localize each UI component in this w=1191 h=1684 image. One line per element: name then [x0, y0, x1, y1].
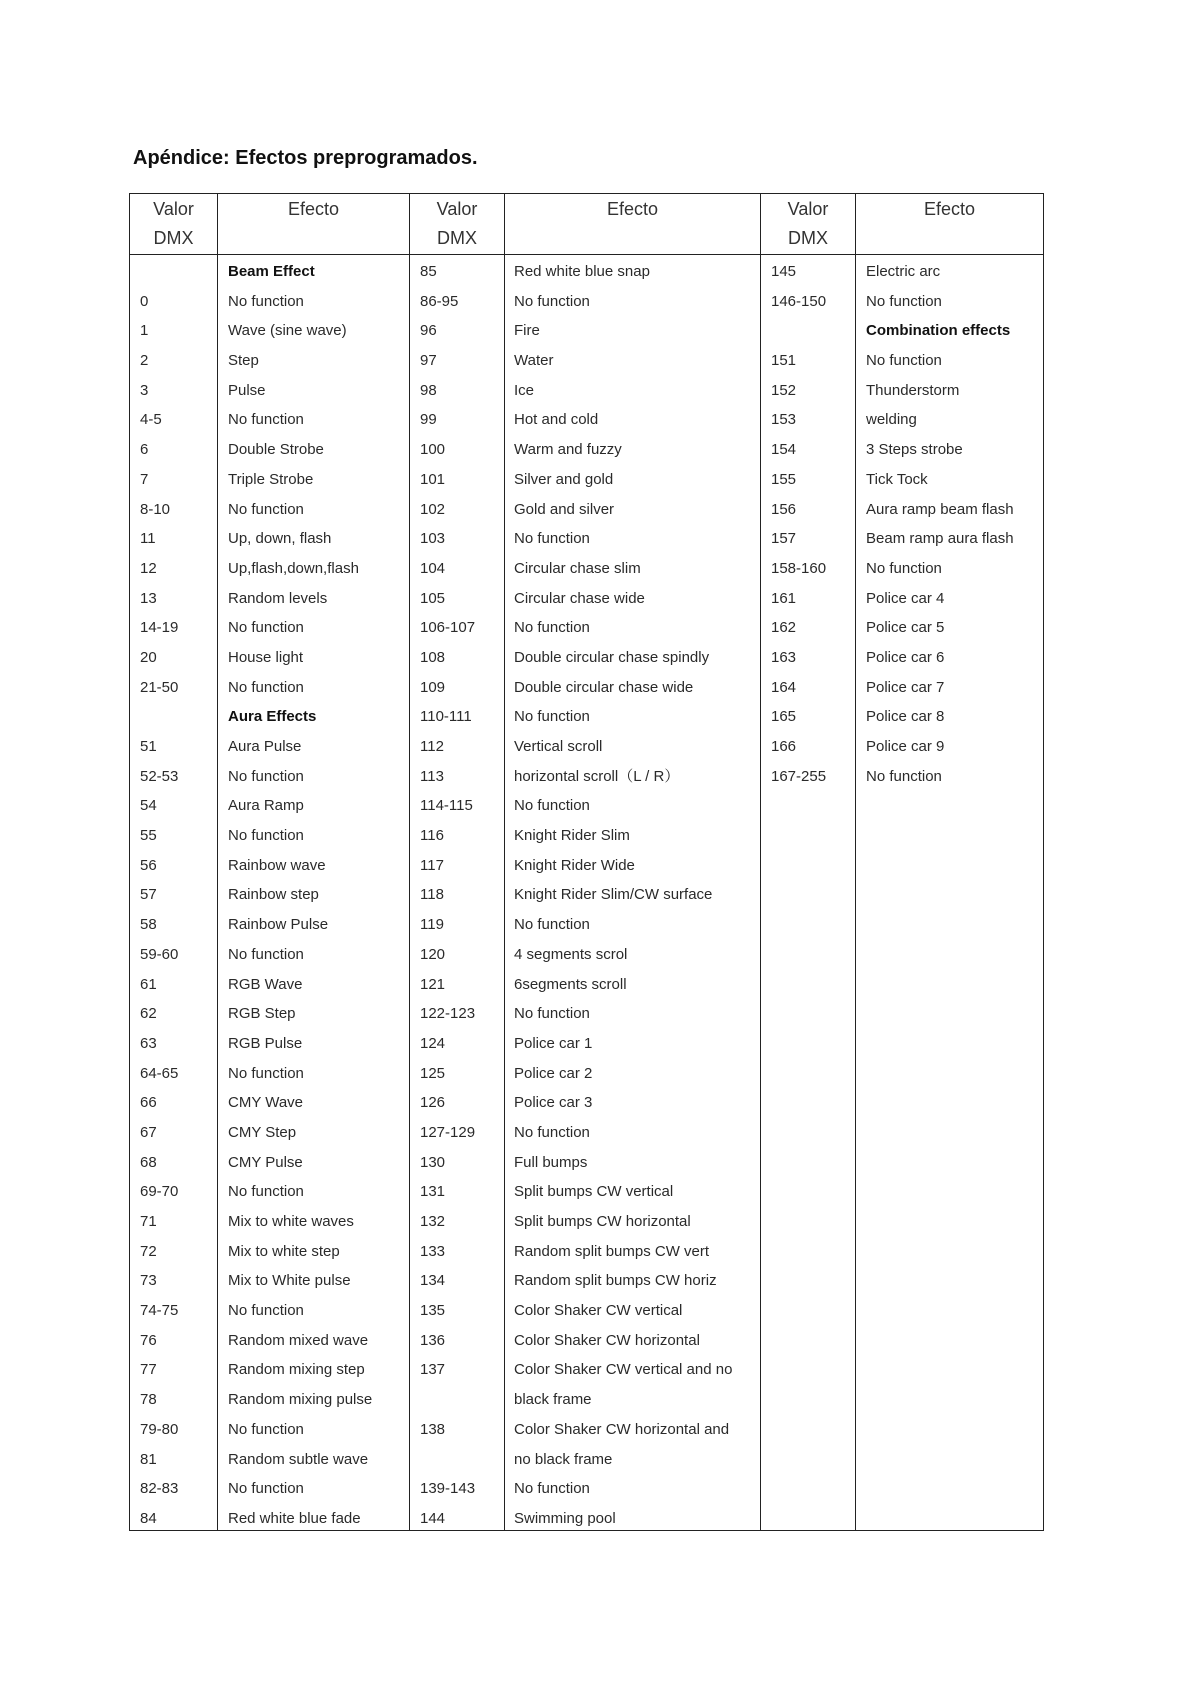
- effect-name-cell: Random mixing step: [228, 1361, 365, 1379]
- effect-name-cell: Random split bumps CW horiz: [514, 1272, 717, 1290]
- dmx-value-cell: 1: [140, 322, 149, 340]
- effect-name-cell: Ice: [514, 381, 535, 399]
- effect-name-cell: Swimming pool: [514, 1509, 616, 1527]
- dmx-value-cell: 155: [771, 470, 797, 488]
- effect-name-cell: welding: [866, 411, 917, 429]
- effect-name-cell: No function: [228, 945, 304, 963]
- effect-name-cell: Knight Rider Wide: [514, 856, 635, 874]
- header-valor: Valor: [436, 199, 478, 219]
- effect-name-cell: Color Shaker CW horizontal and: [514, 1420, 730, 1438]
- effect-name-cell: 3 Steps strobe: [866, 441, 963, 459]
- effect-name-cell: Red white blue snap: [514, 263, 650, 280]
- effect-name-cell: Gold and silver: [514, 500, 615, 518]
- effect-name-cell: Police car 2: [514, 1064, 593, 1082]
- dmx-value-cell: 144: [420, 1509, 446, 1527]
- effect-name-cell: Random subtle wave: [228, 1450, 369, 1468]
- effect-name-cell: No function: [514, 1480, 590, 1498]
- dmx-value-cell: 136: [420, 1331, 446, 1349]
- effect-name-cell: Tick Tock: [866, 470, 928, 488]
- effect-name-cell: Aura ramp beam flash: [866, 500, 1014, 518]
- effect-name-cell: 4 segments scrol: [514, 945, 628, 963]
- col2-effects: [514, 257, 758, 1534]
- effect-name-cell: Thunderstorm: [866, 381, 960, 399]
- dmx-value-cell: 166: [771, 738, 797, 755]
- effect-name-cell: No function: [228, 1064, 304, 1082]
- effect-name-cell: No function: [228, 1302, 304, 1320]
- dmx-value-cell: 139-143: [420, 1480, 476, 1498]
- effect-name-cell: Police car 4: [866, 589, 945, 607]
- effect-name-cell: No function: [228, 1183, 304, 1201]
- header-efecto-3: [856, 195, 1043, 253]
- effect-name-cell: No function: [228, 292, 304, 310]
- effect-name-cell: Color Shaker CW horizontal: [514, 1331, 700, 1349]
- dmx-value-cell: 13: [140, 589, 157, 607]
- dmx-value-cell: 86-95: [420, 292, 459, 310]
- effect-name-cell: Rainbow wave: [228, 856, 326, 874]
- dmx-value-cell: 101: [420, 470, 446, 488]
- dmx-value-cell: 66: [140, 1094, 157, 1112]
- dmx-value-cell: 104: [420, 559, 446, 577]
- effect-name-cell: Mix to white waves: [228, 1213, 354, 1230]
- effect-name-cell: Color Shaker CW vertical and no: [514, 1361, 733, 1379]
- dmx-value-cell: 122-123: [420, 1005, 476, 1023]
- effect-name-cell: RGB Pulse: [228, 1034, 303, 1052]
- dmx-value-cell: 55: [140, 827, 157, 845]
- dmx-value-cell: 134: [420, 1272, 446, 1290]
- dmx-value-cell: 167-255: [771, 767, 827, 785]
- dmx-value-cell: 7: [140, 470, 149, 488]
- dmx-value-cell: 163: [771, 648, 797, 666]
- dmx-value-cell: 112: [420, 738, 444, 755]
- col1-values: [140, 257, 214, 1534]
- effect-name-cell: Police car 8: [866, 708, 945, 726]
- effect-name-cell: Police car 7: [866, 678, 945, 696]
- dmx-value-cell: 133: [420, 1242, 446, 1260]
- dmx-value-cell: 58: [140, 916, 157, 934]
- effect-name-cell: No function: [514, 619, 590, 637]
- dmx-value-cell: 82-83: [140, 1480, 179, 1498]
- effect-name-cell: No function: [866, 559, 942, 577]
- dmx-value-cell: 158-160: [771, 559, 827, 577]
- effect-name-cell: No function: [228, 827, 304, 845]
- dmx-value-cell: 157: [771, 530, 797, 548]
- dmx-value-cell: 108: [420, 648, 446, 666]
- dmx-value-cell: 127-129: [420, 1123, 476, 1141]
- dmx-value-cell: 97: [420, 352, 437, 370]
- dmx-value-cell: 126: [420, 1094, 446, 1112]
- dmx-value-cell: 121: [420, 975, 446, 993]
- dmx-value-cell: 81: [140, 1450, 157, 1468]
- dmx-value-cell: 119: [420, 916, 444, 934]
- effect-name-cell: No function: [228, 1420, 304, 1438]
- dmx-value-cell: 73: [140, 1272, 157, 1290]
- header-valor-dmx-3: [761, 195, 855, 253]
- effect-name-cell: Split bumps CW horizontal: [514, 1213, 691, 1230]
- header-valor-dmx-2: [410, 195, 504, 253]
- dmx-value-cell: 102: [420, 500, 446, 518]
- dmx-value-cell: 6: [140, 441, 149, 459]
- dmx-value-cell: 110-111: [420, 708, 472, 726]
- dmx-value-cell: 78: [140, 1391, 157, 1409]
- effect-name-cell: no black frame: [514, 1450, 613, 1468]
- effect-name-cell: Vertical scroll: [514, 738, 603, 755]
- effect-name-cell: Random mixing pulse: [228, 1391, 373, 1409]
- effect-name-cell: Pulse: [228, 381, 266, 399]
- effect-name-cell: No function: [514, 292, 590, 310]
- dmx-value-cell: [420, 1445, 502, 1475]
- effect-name-cell: Aura Effects: [228, 708, 317, 726]
- dmx-value-cell: 162: [771, 619, 797, 637]
- header-dmx: DMX: [153, 228, 194, 248]
- dmx-value-cell: 54: [140, 797, 157, 815]
- dmx-value-cell: 156: [771, 500, 797, 518]
- dmx-value-cell: 153: [771, 411, 797, 429]
- dmx-value-cell: 61: [140, 975, 157, 993]
- header-efecto: Efecto: [923, 199, 976, 219]
- effect-name-cell: No function: [514, 708, 590, 726]
- effect-name-cell: House light: [228, 648, 304, 666]
- effect-name-cell: No function: [514, 916, 590, 934]
- dmx-value-cell: 118: [420, 886, 444, 904]
- dmx-value-cell: 64-65: [140, 1064, 179, 1082]
- effect-name-cell: Electric arc: [866, 263, 941, 280]
- effect-name-cell: Water: [514, 352, 554, 370]
- dmx-value-cell: 130: [420, 1153, 446, 1171]
- effect-name-cell: Mix to white step: [228, 1242, 340, 1260]
- effect-name-cell: Up, down, flash: [228, 530, 332, 548]
- dmx-value-cell: 100: [420, 441, 446, 459]
- header-dmx: DMX: [788, 228, 828, 248]
- effect-name-cell: No function: [228, 411, 304, 429]
- dmx-value-cell: 59-60: [140, 945, 179, 963]
- effect-name-cell: Knight Rider Slim: [514, 827, 630, 845]
- dmx-value-cell: 124: [420, 1034, 446, 1052]
- dmx-value-cell: 3: [140, 381, 149, 399]
- dmx-value-cell: [140, 257, 214, 287]
- effect-name-cell: No function: [514, 1123, 590, 1141]
- dmx-value-cell: 21-50: [140, 678, 179, 696]
- dmx-value-cell: 164: [771, 678, 797, 696]
- column-divider: [217, 193, 218, 1531]
- effect-name-cell: Rainbow step: [228, 886, 319, 904]
- effect-name-cell: No function: [866, 292, 942, 310]
- dmx-value-cell: 57: [140, 886, 157, 904]
- effect-name-cell: Double circular chase wide: [514, 678, 694, 696]
- effect-name-cell: Police car 3: [514, 1094, 593, 1112]
- dmx-value-cell: 68: [140, 1153, 157, 1171]
- effect-name-cell: Fire: [514, 322, 540, 340]
- dmx-value-cell: 132: [420, 1213, 446, 1230]
- effect-name-cell: CMY Pulse: [228, 1153, 303, 1171]
- dmx-value-cell: 131: [420, 1183, 446, 1201]
- header-efecto: Efecto: [606, 199, 659, 219]
- effect-name-cell: Warm and fuzzy: [514, 441, 622, 459]
- dmx-value-cell: 2: [140, 352, 149, 370]
- effect-name-cell: Silver and gold: [514, 470, 614, 488]
- header-efecto-2: [505, 195, 760, 253]
- effect-name-cell: Mix to White pulse: [228, 1272, 351, 1290]
- effect-name-cell: No function: [866, 767, 942, 785]
- dmx-value-cell: 14-19: [140, 619, 179, 637]
- dmx-value-cell: 138: [420, 1420, 446, 1438]
- dmx-value-cell: 74-75: [140, 1302, 179, 1320]
- effect-name-cell: No function: [866, 352, 942, 370]
- dmx-value-cell: 125: [420, 1064, 446, 1082]
- dmx-value-cell: [771, 316, 853, 346]
- dmx-value-cell: 113: [420, 767, 444, 785]
- dmx-value-cell: 67: [140, 1123, 157, 1141]
- dmx-value-cell: 120: [420, 945, 446, 963]
- dmx-value-cell: 146-150: [771, 292, 827, 310]
- col3-effects: [866, 257, 1041, 791]
- dmx-value-cell: 109: [420, 678, 446, 696]
- page-title: Apéndice: Efectos preprogramados.: [133, 147, 478, 169]
- effect-name-cell: Full bumps: [514, 1153, 588, 1171]
- effect-name-cell: Police car 9: [866, 738, 945, 755]
- effect-name-cell: No function: [228, 767, 304, 785]
- header-efecto-1: [218, 195, 409, 253]
- dmx-value-cell: 154: [771, 441, 797, 459]
- dmx-value-cell: 114-115: [420, 797, 473, 815]
- effect-name-cell: Police car 6: [866, 648, 945, 666]
- header-valor: Valor: [787, 199, 829, 219]
- effect-name-cell: Aura Pulse: [228, 738, 302, 755]
- effect-name-cell: No function: [228, 500, 304, 518]
- effect-name-cell: Police car 5: [866, 619, 945, 637]
- effect-name-cell: Wave (sine wave): [228, 322, 347, 340]
- effect-name-cell: No function: [228, 619, 304, 637]
- dmx-value-cell: 77: [140, 1361, 157, 1379]
- dmx-value-cell: 117: [420, 856, 444, 874]
- effect-name-cell: CMY Wave: [228, 1094, 304, 1112]
- effect-name-cell: Red white blue fade: [228, 1509, 361, 1527]
- dmx-value-cell: 72: [140, 1242, 157, 1260]
- effect-name-cell: Step: [228, 352, 259, 370]
- effect-name-cell: Random levels: [228, 589, 328, 607]
- dmx-value-cell: 12: [140, 559, 157, 577]
- column-divider: [504, 193, 505, 1531]
- dmx-value-cell: 137: [420, 1361, 446, 1379]
- dmx-value-cell: 69-70: [140, 1183, 179, 1201]
- effect-name-cell: Random mixed wave: [228, 1331, 369, 1349]
- effect-name-cell: horizontal scroll（L / R）: [514, 767, 680, 785]
- dmx-value-cell: 145: [771, 263, 797, 280]
- header-dmx: DMX: [437, 228, 477, 248]
- dmx-value-cell: 151: [771, 352, 797, 370]
- effect-name-cell: Aura Ramp: [228, 797, 304, 815]
- effect-name-cell: Beam ramp aura flash: [866, 530, 1014, 548]
- column-divider: [409, 193, 410, 1531]
- col2-values: [420, 257, 502, 1534]
- column-divider: [760, 193, 761, 1531]
- dmx-value-cell: [420, 1385, 502, 1415]
- dmx-value-cell: 62: [140, 1005, 157, 1023]
- effect-name-cell: No function: [514, 797, 590, 815]
- dmx-value-cell: 116: [420, 827, 444, 845]
- header-efecto: Efecto: [287, 199, 340, 219]
- effect-name-cell: CMY Step: [228, 1123, 297, 1141]
- header-valor-dmx-1: [130, 195, 217, 253]
- effect-name-cell: RGB Step: [228, 1005, 296, 1023]
- effect-name-cell: Double circular chase spindly: [514, 648, 710, 666]
- dmx-value-cell: 0: [140, 292, 149, 310]
- dmx-value-cell: 84: [140, 1509, 157, 1527]
- dmx-value-cell: 11: [140, 530, 156, 548]
- dmx-value-cell: 76: [140, 1331, 157, 1349]
- effect-name-cell: Circular chase wide: [514, 589, 645, 607]
- dmx-value-cell: 8-10: [140, 500, 171, 518]
- col3-values: [771, 257, 853, 791]
- dmx-value-cell: 152: [771, 381, 797, 399]
- effect-name-cell: Knight Rider Slim/CW surface: [514, 886, 713, 904]
- dmx-value-cell: 71: [140, 1213, 157, 1230]
- dmx-value-cell: 106-107: [420, 619, 476, 637]
- effect-name-cell: Police car 1: [514, 1034, 593, 1052]
- effect-name-cell: Double Strobe: [228, 441, 324, 459]
- dmx-value-cell: 135: [420, 1302, 446, 1320]
- dmx-value-cell: 20: [140, 648, 157, 666]
- dmx-value-cell: 85: [420, 263, 437, 280]
- effect-name-cell: No function: [228, 1480, 304, 1498]
- effect-name-cell: Beam Effect: [228, 263, 315, 280]
- dmx-value-cell: 103: [420, 530, 446, 548]
- dmx-value-cell: 51: [140, 738, 157, 755]
- dmx-value-cell: 52-53: [140, 767, 179, 785]
- header-valor: Valor: [153, 199, 194, 219]
- effect-name-cell: black frame: [514, 1391, 592, 1409]
- column-divider: [855, 193, 856, 1531]
- dmx-value-cell: 96: [420, 322, 437, 340]
- effect-name-cell: No function: [514, 1005, 590, 1023]
- dmx-value-cell: 105: [420, 589, 446, 607]
- effect-name-cell: Up,flash,down,flash: [228, 559, 359, 577]
- effect-name-cell: Circular chase slim: [514, 559, 641, 577]
- dmx-value-cell: 63: [140, 1034, 157, 1052]
- dmx-value-cell: 4-5: [140, 411, 162, 429]
- effect-name-cell: Random split bumps CW vert: [514, 1242, 710, 1260]
- effect-name-cell: No function: [228, 678, 304, 696]
- dmx-value-cell: 79-80: [140, 1420, 179, 1438]
- dmx-value-cell: [140, 702, 214, 732]
- effect-name-cell: Split bumps CW vertical: [514, 1183, 674, 1201]
- effect-name-cell: Triple Strobe: [228, 470, 314, 488]
- effect-name-cell: Rainbow Pulse: [228, 916, 329, 934]
- col1-effects: [228, 257, 406, 1534]
- dmx-value-cell: 165: [771, 708, 797, 726]
- dmx-value-cell: 56: [140, 856, 157, 874]
- dmx-value-cell: 161: [771, 589, 797, 607]
- dmx-value-cell: 99: [420, 411, 437, 429]
- effect-name-cell: 6segments scroll: [514, 975, 627, 993]
- dmx-value-cell: 98: [420, 381, 437, 399]
- effect-name-cell: Color Shaker CW vertical: [514, 1302, 683, 1320]
- effect-name-cell: Combination effects: [866, 322, 1011, 340]
- effect-name-cell: RGB Wave: [228, 975, 303, 993]
- header-divider: [129, 254, 1044, 255]
- effect-name-cell: Hot and cold: [514, 411, 599, 429]
- effect-name-cell: No function: [514, 530, 590, 548]
